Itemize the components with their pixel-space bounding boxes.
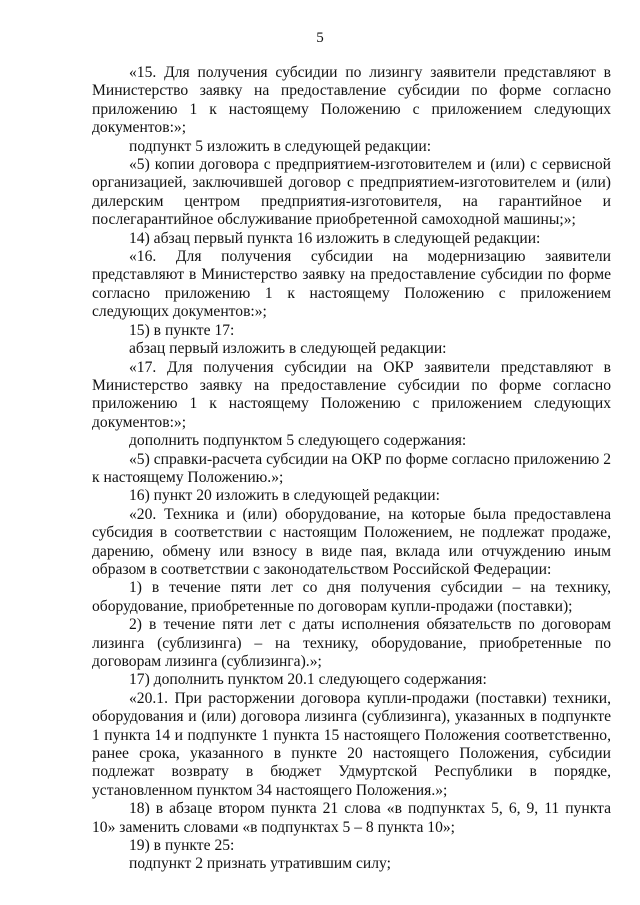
paragraph-subitem5-text: «5) копии договора с предприятием-изготовителем и (или) с сервисной организацией, заключившей договор с предприятием-изготовителем и (или) дилерским центром предприятия-изготовителя, на гарантийное и послегарантийное обслуживание приобретенной самоходной машины;»; [92,156,611,229]
paragraph-item16: 16) пункт 20 изложить в следующей редакции: [129,487,440,505]
paragraph-15-lease: «15. Для получения субсидии по лизингу заявители представляют в Министерство заявку на предоставление субсидии по форме согласно приложению 1 к настоящему Положению с приложением следующих документов:»; [92,64,611,137]
paragraph-item15: 15) в пункте 17: [129,321,235,339]
paragraph-20-equipment: «20. Техника и (или) оборудование, на которые была предоставлена субсидия в соответствии с настоящим Положением, не подлежат продаже, дарению, обмену или взносу в виде пая, вклада или отчуждению иным образом в соответствии с законодательством Российской Федерации: [92,505,611,578]
paragraph-item18: 18) в абзаце втором пункта 21 слова «в подпунктах 5, 6, 9, 11 пункта 10» заменить словами «в подпунктах 5 – 8 пункта 10»; [92,800,611,836]
paragraph-add-subitem5: дополнить подпунктом 5 следующего содержания: [129,432,467,450]
paragraph-subitem2-void: подпункт 2 признать утратившим силу; [129,855,391,873]
paragraph-subitem5-okr: «5) справки-расчета субсидии на ОКР по форме согласно приложению 2 к настоящему Положению.»; [92,450,611,486]
paragraph-first-abzac: абзац первый изложить в следующей редакции: [129,340,447,358]
page-number: 5 [316,30,324,46]
paragraph-16-modernization: «16. Для получения субсидии на модернизацию заявители представляют в Министерство заявку на предоставление субсидии по форме согласно приложению 1 к настоящему Положению с приложением следующих документов:»; [92,248,611,321]
paragraph-subitem5-intro: подпункт 5 изложить в следующей редакции: [129,137,432,155]
document-body [92,64,611,874]
paragraph-20-sub2: 2) в течение пяти лет с даты исполнения обязательств по договорам лизинга (сублизинга) – на технику, оборудование, приобретенные по договорам лизинга (сублизинга).»; [92,616,611,670]
paragraph-item14: 14) абзац первый пункта 16 изложить в следующей редакции: [129,229,541,247]
paragraph-20-1: «20.1. При расторжении договора купли-продажи (поставки) техники, оборудования и (или) договора лизинга (сублизинга), указанных в подпункте 1 пункта 14 и подпункте 1 пункта 15 настоящего Положения соответственно, ранее срока, указанного в пункте 20 настоящего Положения, субсидии подлежат возврату в бюджет Удмуртской Республики в порядке, установленном пунктом 34 настоящего Положения.»; [92,689,611,799]
paragraph-item17: 17) дополнить пунктом 20.1 следующего содержания: [129,671,487,689]
paragraph-17-okr: «17. Для получения субсидии на ОКР заявители представляют в Министерство заявку на предоставление субсидии по форме согласно приложению 1 к настоящему Положению с приложением следующих документов:»; [92,358,611,431]
paragraph-20-sub1: 1) в течение пяти лет со дня получения субсидии – на технику, оборудование, приобретенные по договорам купли-продажи (поставки); [92,579,611,615]
paragraph-item19: 19) в пункте 25: [129,837,235,855]
